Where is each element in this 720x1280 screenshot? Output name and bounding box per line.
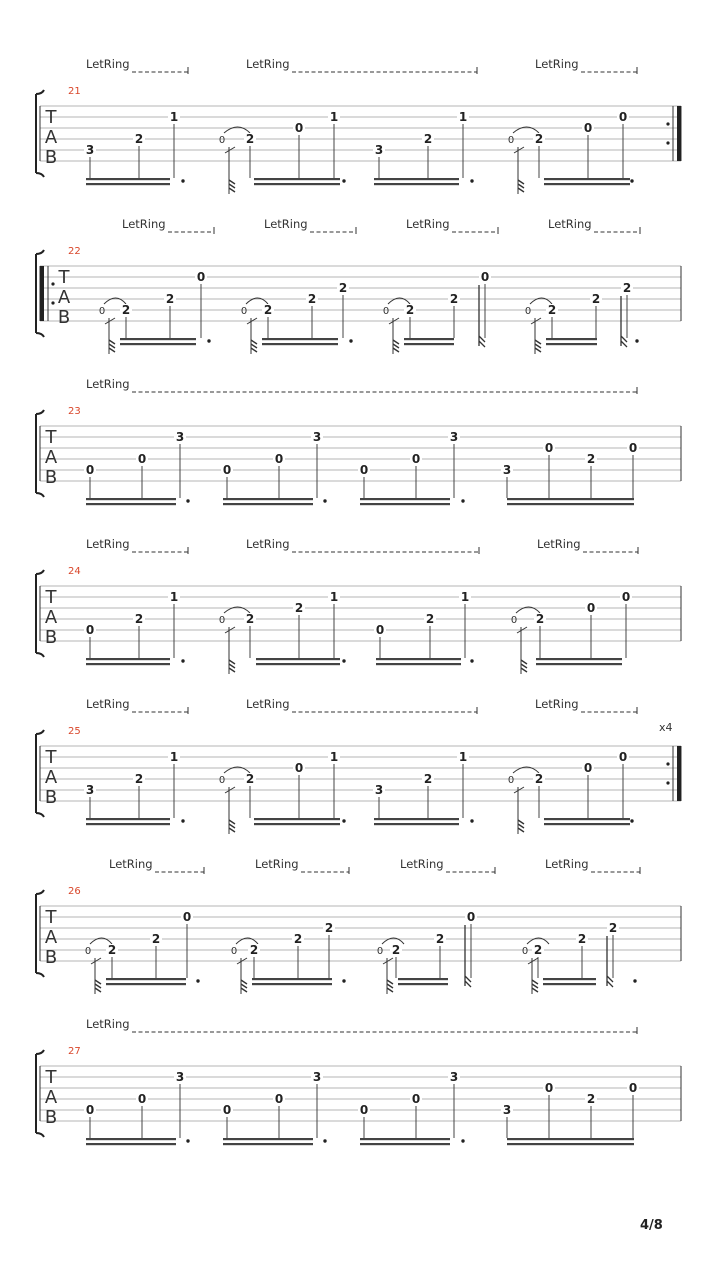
- beam: [86, 818, 170, 820]
- rhythm-dot: [635, 339, 638, 342]
- fret-number: 2: [591, 292, 601, 306]
- beam: [86, 658, 170, 660]
- tab-clef-letter: T: [45, 587, 57, 608]
- fret-number: 0: [618, 110, 628, 124]
- grace-flag: [518, 180, 524, 184]
- fret-number: 0: [137, 452, 147, 466]
- grace-flag: [241, 984, 247, 988]
- grace-flag: [532, 984, 538, 988]
- fret-number: 2: [307, 292, 317, 306]
- repeat-start-thick-bar: [40, 266, 44, 321]
- repeat-count-label: x4: [659, 721, 673, 734]
- fret-number: 1: [329, 590, 339, 604]
- tab-clef-letter: T: [45, 747, 57, 768]
- fret-number: 0: [294, 121, 304, 135]
- fret-number: 2: [586, 452, 596, 466]
- tab-clef-letter: B: [44, 627, 58, 648]
- grace-flag: [387, 988, 393, 992]
- fret-number: 2: [586, 1092, 596, 1106]
- grace-flag: [518, 828, 524, 832]
- fret-number: 3: [374, 143, 384, 157]
- fret-number: 0: [274, 452, 284, 466]
- grace-flag: [229, 660, 235, 664]
- rhythm-dot: [342, 979, 345, 982]
- fret-number: 3: [449, 1070, 459, 1084]
- beam: [254, 183, 340, 185]
- grace-flag: [229, 664, 235, 668]
- fret-number: 3: [502, 463, 512, 477]
- fret-number: 0: [85, 1103, 95, 1117]
- letring-label: LetRing: [246, 57, 290, 71]
- fret-number: 0: [628, 441, 638, 455]
- fret-number: 0: [375, 623, 385, 637]
- beam: [256, 663, 340, 665]
- tab-system-24: [36, 537, 681, 674]
- fret-number: 2: [435, 932, 445, 946]
- fret-number: 2: [547, 303, 557, 317]
- beam: [374, 818, 459, 820]
- grace-flag: [535, 348, 541, 352]
- beam: [507, 503, 634, 505]
- repeat-dot: [666, 122, 669, 125]
- rhythm-dot: [470, 659, 473, 662]
- repeat-end-thick-bar: [677, 106, 681, 161]
- rhythm-dot: [323, 499, 326, 502]
- grace-flag: [393, 340, 399, 344]
- beam: [256, 658, 340, 660]
- grace-flag: [387, 984, 393, 988]
- fret-number: 1: [329, 750, 339, 764]
- fret-number: 0: [222, 1103, 232, 1117]
- fret-number: 3: [85, 143, 95, 157]
- eighth-flag-stem: [465, 925, 471, 987]
- tab-clef-letter: T: [58, 267, 70, 288]
- tab-clef-letter: T: [45, 427, 57, 448]
- rhythm-dot: [630, 819, 633, 822]
- tab-clef-letter: A: [44, 607, 58, 628]
- beam: [404, 338, 454, 340]
- beam: [507, 1143, 634, 1145]
- fret-number: 3: [502, 1103, 512, 1117]
- beam: [546, 338, 597, 340]
- beam: [86, 1138, 176, 1140]
- fret-number: 0: [586, 601, 596, 615]
- fret-number: 0: [628, 1081, 638, 1095]
- fret-number: 1: [329, 110, 339, 124]
- fret-number: 2: [425, 612, 435, 626]
- fret-number: 1: [169, 750, 179, 764]
- fret-number: 0: [359, 1103, 369, 1117]
- grace-flag: [387, 980, 393, 984]
- grace-flag: [229, 820, 235, 824]
- fret-number: 2: [293, 932, 303, 946]
- fret-number: 2: [535, 612, 545, 626]
- grace-flag: [109, 344, 115, 348]
- grace-flag: [518, 184, 524, 188]
- grace-flag: [109, 340, 115, 344]
- tab-clef-letter: T: [45, 107, 57, 128]
- rhythm-dot: [181, 179, 184, 182]
- grace-flag: [229, 184, 235, 188]
- tab-clef-letter: B: [57, 307, 71, 328]
- tab-clef-letter: B: [44, 147, 58, 168]
- page-number: 4/8: [640, 1218, 663, 1233]
- fret-number: 0: [583, 761, 593, 775]
- beam: [120, 338, 196, 340]
- letring-label: LetRing: [545, 857, 589, 871]
- beam: [86, 1143, 176, 1145]
- rhythm-dot: [186, 499, 189, 502]
- tab-system-26: [36, 857, 681, 994]
- grace-note-fret: 0: [507, 775, 515, 786]
- grace-flag: [109, 348, 115, 352]
- letring-label: LetRing: [406, 217, 450, 231]
- repeat-dot: [666, 762, 669, 765]
- fret-number: 2: [245, 132, 255, 146]
- fret-number: 2: [134, 612, 144, 626]
- grace-note-fret: 0: [218, 135, 226, 146]
- grace-flag: [229, 188, 235, 192]
- tab-clef-letter: T: [45, 1067, 57, 1088]
- beam: [376, 658, 461, 660]
- grace-flag: [521, 668, 527, 672]
- grace-flag: [532, 980, 538, 984]
- tab-clef-letter: B: [44, 787, 58, 808]
- fret-number: 2: [577, 932, 587, 946]
- fret-number: 0: [583, 121, 593, 135]
- letring-label: LetRing: [86, 537, 130, 551]
- beam: [544, 823, 630, 825]
- tab-clef-letter: A: [44, 767, 58, 788]
- fret-number: 0: [621, 590, 631, 604]
- fret-number: 2: [534, 772, 544, 786]
- fret-number: 0: [480, 270, 490, 284]
- tab-clef-letter: A: [57, 287, 71, 308]
- tab-clef-letter: B: [44, 467, 58, 488]
- letring-label: LetRing: [400, 857, 444, 871]
- letring-label: LetRing: [255, 857, 299, 871]
- grace-flag: [393, 348, 399, 352]
- beam: [223, 1138, 313, 1140]
- tab-system-25: [36, 697, 681, 834]
- grace-note-fret: 0: [240, 306, 248, 317]
- beam: [86, 178, 170, 180]
- grace-note-fret: 0: [218, 615, 226, 626]
- beam: [86, 823, 170, 825]
- beam: [360, 498, 450, 500]
- beam: [544, 183, 630, 185]
- grace-note-fret: 0: [230, 946, 238, 957]
- rhythm-dot: [342, 179, 345, 182]
- letring-label: LetRing: [548, 217, 592, 231]
- rhythm-dot: [470, 179, 473, 182]
- fret-number: 2: [294, 601, 304, 615]
- rhythm-dot: [349, 339, 352, 342]
- fret-number: 0: [222, 463, 232, 477]
- fret-number: 1: [458, 750, 468, 764]
- repeat-dot: [51, 301, 54, 304]
- fret-number: 1: [458, 110, 468, 124]
- tab-clef-letter: T: [45, 907, 57, 928]
- rhythm-dot: [630, 179, 633, 182]
- grace-note-fret: 0: [524, 306, 532, 317]
- beam: [507, 498, 634, 500]
- tab-system-27: [36, 1017, 681, 1145]
- fret-number: 2: [423, 772, 433, 786]
- tab-system-23: [36, 377, 681, 505]
- beam: [86, 183, 170, 185]
- measure-number: 22: [68, 246, 81, 257]
- beam: [374, 178, 459, 180]
- rhythm-dot: [196, 979, 199, 982]
- grace-flag: [95, 984, 101, 988]
- fret-number: 0: [544, 441, 554, 455]
- letring-label: LetRing: [122, 217, 166, 231]
- rhythm-dot: [186, 1139, 189, 1142]
- fret-number: 2: [622, 281, 632, 295]
- letring-label: LetRing: [535, 57, 579, 71]
- fret-number: 3: [312, 1070, 322, 1084]
- beam: [374, 823, 459, 825]
- grace-note-fret: 0: [376, 946, 384, 957]
- grace-flag: [518, 820, 524, 824]
- grace-note-fret: 0: [507, 135, 515, 146]
- fret-number: 3: [374, 783, 384, 797]
- grace-note-fret: 0: [98, 306, 106, 317]
- fret-number: 3: [175, 1070, 185, 1084]
- beam: [543, 978, 596, 980]
- beam: [360, 1138, 450, 1140]
- fret-number: 2: [245, 612, 255, 626]
- grace-flag: [535, 340, 541, 344]
- grace-flag: [251, 340, 257, 344]
- rhythm-dot: [461, 1139, 464, 1142]
- beam: [86, 503, 176, 505]
- fret-number: 2: [151, 932, 161, 946]
- grace-flag: [229, 828, 235, 832]
- letring-label: LetRing: [86, 697, 130, 711]
- tab-clef-letter: A: [44, 1087, 58, 1108]
- fret-number: 1: [169, 590, 179, 604]
- rhythm-dot: [181, 659, 184, 662]
- rhythm-dot: [342, 819, 345, 822]
- grace-note-fret: 0: [510, 615, 518, 626]
- grace-flag: [229, 824, 235, 828]
- fret-number: 1: [169, 110, 179, 124]
- fret-number: 0: [411, 1092, 421, 1106]
- rhythm-dot: [323, 1139, 326, 1142]
- beam: [398, 978, 448, 980]
- beam: [252, 983, 332, 985]
- grace-note-fret: 0: [218, 775, 226, 786]
- beam: [360, 503, 450, 505]
- fret-number: 2: [121, 303, 131, 317]
- beam: [86, 498, 176, 500]
- fret-number: 2: [338, 281, 348, 295]
- measure-number: 25: [68, 726, 81, 737]
- fret-number: 3: [312, 430, 322, 444]
- letring-label: LetRing: [246, 537, 290, 551]
- grace-flag: [518, 188, 524, 192]
- measure-number: 23: [68, 406, 81, 417]
- grace-flag: [241, 988, 247, 992]
- letring-label: LetRing: [537, 537, 581, 551]
- grace-flag: [521, 664, 527, 668]
- letring-label: LetRing: [264, 217, 308, 231]
- beam: [86, 663, 170, 665]
- fret-number: 0: [294, 761, 304, 775]
- fret-number: 2: [533, 943, 543, 957]
- grace-flag: [535, 344, 541, 348]
- letring-label: LetRing: [535, 697, 579, 711]
- fret-number: 2: [324, 921, 334, 935]
- repeat-end-thick-bar: [677, 746, 681, 801]
- rhythm-dot: [461, 499, 464, 502]
- fret-number: 2: [608, 921, 618, 935]
- rhythm-dot: [207, 339, 210, 342]
- grace-flag: [532, 988, 538, 992]
- letring-label: LetRing: [86, 57, 130, 71]
- fret-number: 3: [175, 430, 185, 444]
- letring-label: LetRing: [246, 697, 290, 711]
- fret-number: 0: [85, 463, 95, 477]
- grace-note-fret: 0: [521, 946, 529, 957]
- beam: [252, 978, 332, 980]
- beam: [404, 343, 454, 345]
- fret-number: 0: [359, 463, 369, 477]
- tab-clef-letter: B: [44, 1107, 58, 1128]
- measure-number: 26: [68, 886, 81, 897]
- fret-number: 2: [405, 303, 415, 317]
- grace-flag: [393, 344, 399, 348]
- beam: [536, 663, 622, 665]
- beam: [106, 983, 186, 985]
- tab-system-21: [36, 57, 681, 194]
- rhythm-dot: [470, 819, 473, 822]
- grace-flag: [518, 824, 524, 828]
- tab-clef-letter: B: [44, 947, 58, 968]
- letring-label: LetRing: [109, 857, 153, 871]
- beam: [254, 178, 340, 180]
- grace-note-fret: 0: [382, 306, 390, 317]
- beam: [254, 818, 340, 820]
- letring-label: LetRing: [86, 377, 130, 391]
- beam: [507, 1138, 634, 1140]
- beam: [544, 818, 630, 820]
- fret-number: 2: [423, 132, 433, 146]
- tab-clef-letter: A: [44, 447, 58, 468]
- fret-number: 0: [137, 1092, 147, 1106]
- beam: [374, 183, 459, 185]
- tab-system-22: [36, 217, 681, 354]
- grace-flag: [95, 988, 101, 992]
- beam: [106, 978, 186, 980]
- grace-flag: [95, 980, 101, 984]
- grace-flag: [251, 348, 257, 352]
- repeat-dot: [666, 781, 669, 784]
- letring-label: LetRing: [86, 1017, 130, 1031]
- measure-number: 21: [68, 86, 81, 97]
- beam: [546, 343, 597, 345]
- beam: [262, 343, 338, 345]
- fret-number: 1: [460, 590, 470, 604]
- fret-number: 2: [249, 943, 259, 957]
- tab-clef-letter: A: [44, 127, 58, 148]
- fret-number: 0: [85, 623, 95, 637]
- fret-number: 0: [182, 910, 192, 924]
- beam: [360, 1143, 450, 1145]
- measure-number: 24: [68, 566, 81, 577]
- beam: [544, 178, 630, 180]
- fret-number: 3: [85, 783, 95, 797]
- fret-number: 0: [274, 1092, 284, 1106]
- fret-number: 2: [449, 292, 459, 306]
- grace-note-fret: 0: [84, 946, 92, 957]
- fret-number: 0: [196, 270, 206, 284]
- beam: [262, 338, 338, 340]
- grace-flag: [521, 660, 527, 664]
- fret-number: 2: [534, 132, 544, 146]
- fret-number: 0: [411, 452, 421, 466]
- rhythm-dot: [181, 819, 184, 822]
- repeat-dot: [51, 282, 54, 285]
- measure-number: 27: [68, 1046, 81, 1057]
- fret-number: 2: [263, 303, 273, 317]
- beam: [376, 663, 461, 665]
- grace-flag: [229, 668, 235, 672]
- fret-number: 0: [466, 910, 476, 924]
- fret-number: 2: [165, 292, 175, 306]
- eighth-flag-stem: [479, 285, 485, 347]
- fret-number: 2: [134, 772, 144, 786]
- rhythm-dot: [342, 659, 345, 662]
- fret-number: 3: [449, 430, 459, 444]
- beam: [536, 658, 622, 660]
- tab-clef-letter: A: [44, 927, 58, 948]
- grace-flag: [229, 180, 235, 184]
- beam: [543, 983, 596, 985]
- fret-number: 2: [107, 943, 117, 957]
- beam: [254, 823, 340, 825]
- beam: [223, 503, 313, 505]
- fret-number: 0: [618, 750, 628, 764]
- fret-number: 2: [134, 132, 144, 146]
- beam: [223, 1143, 313, 1145]
- grace-flag: [251, 344, 257, 348]
- beam: [120, 343, 196, 345]
- grace-flag: [241, 980, 247, 984]
- rhythm-dot: [633, 979, 636, 982]
- fret-number: 0: [544, 1081, 554, 1095]
- fret-number: 2: [391, 943, 401, 957]
- beam: [398, 983, 448, 985]
- beam: [223, 498, 313, 500]
- repeat-dot: [666, 141, 669, 144]
- fret-number: 2: [245, 772, 255, 786]
